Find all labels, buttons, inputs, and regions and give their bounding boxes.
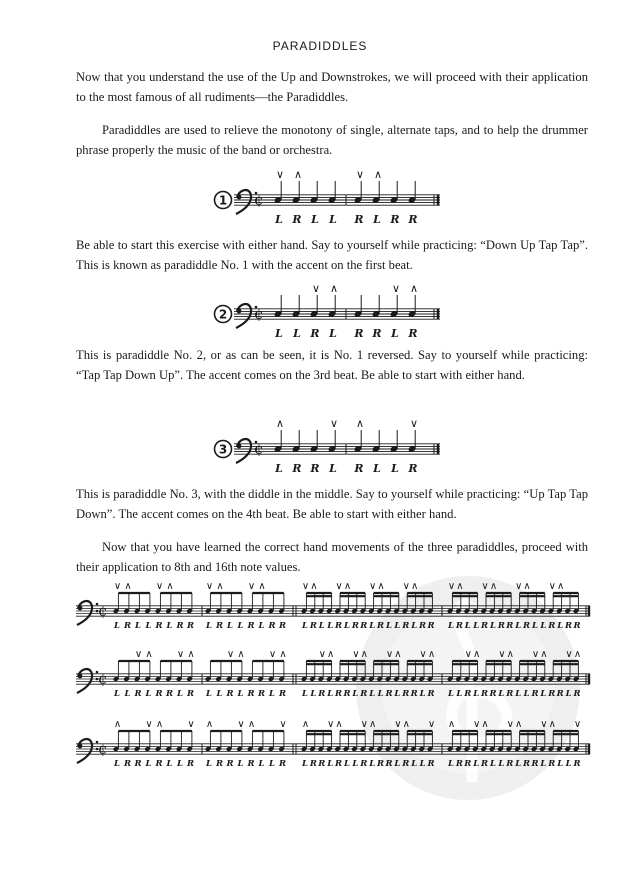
sticking-letter: R	[385, 689, 393, 699]
sticking-letter: R	[427, 621, 435, 631]
clef-dot	[78, 674, 83, 679]
clef-dot	[237, 444, 242, 449]
sticking-letter: R	[402, 759, 410, 769]
accent-mark: ∧	[557, 582, 565, 592]
sticking-letter: R	[318, 759, 326, 769]
sticking-letter: L	[177, 689, 183, 699]
sticking-letter: L	[269, 689, 275, 699]
sticking-letter: R	[310, 462, 320, 475]
sticking-letter: R	[402, 621, 410, 631]
sticking-letter: L	[311, 213, 319, 226]
sticking-letter: L	[302, 759, 308, 769]
sticking-letter: R	[292, 213, 302, 226]
sticking-letter: L	[411, 759, 418, 769]
sticking-letter: R	[176, 621, 184, 631]
sticking-letter: R	[548, 689, 556, 699]
accent-mark: ∧	[329, 284, 339, 295]
accent-mark: ∨	[369, 582, 377, 592]
sticking-letter: R	[427, 759, 435, 769]
sticking-letter: R	[573, 621, 581, 631]
sticking-letter: R	[360, 621, 368, 631]
accent-mark: ∨	[419, 649, 427, 660]
sticking-letter: L	[394, 759, 401, 769]
sticking-letter: R	[481, 689, 489, 699]
accent-mark: ∧	[489, 582, 498, 592]
sticking-letter: R	[385, 759, 393, 769]
clef-curve	[77, 669, 92, 693]
sticking-letter: R	[573, 759, 581, 769]
sticking-letter: R	[134, 759, 142, 769]
sticking-letter: L	[386, 621, 392, 631]
exercise-3-staff	[212, 419, 452, 475]
cut-time-sign: ¢	[254, 305, 264, 323]
sticking-letter: R	[354, 213, 364, 226]
accent-mark: ∧	[216, 582, 224, 592]
sticking-letter: L	[473, 759, 480, 769]
accent-mark: ∧	[409, 284, 419, 295]
accent-mark: ∧	[275, 419, 285, 430]
accent-mark: ∧	[335, 719, 343, 730]
accent-mark: ∨	[402, 582, 410, 592]
accent-mark: ∧	[447, 719, 456, 730]
sticking-letter: L	[515, 621, 522, 631]
sticking-letter: L	[540, 759, 547, 769]
sticking-letter: L	[419, 759, 426, 769]
accent-mark: ∧	[360, 649, 368, 660]
sticking-letter: R	[309, 759, 317, 769]
sticking-letter: L	[206, 759, 212, 769]
sticking-letter: L	[532, 621, 538, 631]
sticking-letter: L	[114, 621, 120, 631]
sticking-letter: L	[145, 759, 152, 769]
sticking-letter: L	[490, 759, 496, 769]
sticking-letter: R	[506, 759, 514, 769]
sticking-letter: L	[557, 621, 564, 631]
accent-mark: ∨	[329, 419, 339, 430]
sticking-letter: L	[237, 621, 244, 631]
sticking-letter: L	[419, 689, 426, 699]
sticking-letter: L	[394, 689, 401, 699]
cut-time-sign: ¢	[254, 191, 264, 209]
accent-mark: ∧	[373, 170, 383, 181]
clef-curve	[236, 304, 251, 328]
sticking-letter: R	[410, 689, 418, 699]
accent-mark: ∨	[427, 719, 436, 730]
accent-mark: ∨	[226, 649, 235, 660]
exercise-3-description: This is paradiddle No. 3, with the diddle in the middle. Say to yourself while practicing: “Up Tap Tap Down”. The accent comes on the 4th beat. Be able to start with either hand.	[76, 487, 588, 521]
sticking-letter: L	[490, 621, 496, 631]
accent-mark: ∨	[247, 582, 256, 592]
accent-mark: ∧	[145, 649, 153, 660]
accent-mark: ∨	[311, 284, 321, 295]
accent-mark: ∧	[515, 719, 523, 730]
sticking-letter: L	[540, 689, 547, 699]
accent-mark: ∨	[498, 649, 506, 660]
sticking-letter: R	[573, 689, 581, 699]
bass-clef	[77, 669, 98, 693]
sticking-letter: R	[292, 462, 302, 475]
sticking-letter: R	[268, 621, 276, 631]
sticking-letter: L	[124, 689, 131, 699]
page-title: PARADIDDLES	[272, 39, 368, 53]
sticking-letter: R	[278, 759, 287, 769]
accent-mark: ∧	[237, 649, 245, 660]
clef-dot	[78, 744, 83, 749]
accent-mark: ∨	[318, 649, 326, 660]
sticking-letter: L	[515, 759, 522, 769]
sticking-letter: L	[344, 621, 350, 631]
sticking-letter: L	[391, 462, 399, 475]
exercise-2-staff	[212, 284, 452, 340]
sticking-letter: L	[377, 689, 384, 699]
sticking-letter: L	[269, 759, 275, 769]
accent-mark: ∧	[369, 719, 377, 730]
sticking-letter: L	[135, 621, 141, 631]
sticking-letter: L	[227, 621, 233, 631]
clef-dot	[237, 195, 242, 200]
sticking-letter: L	[464, 621, 471, 631]
clef-curve	[77, 739, 92, 763]
sticking-letter: L	[258, 759, 265, 769]
accent-mark: ∧	[293, 170, 303, 181]
sticking-letter: R	[215, 759, 224, 769]
accent-mark: ∨	[134, 649, 143, 660]
accent-mark: ∧	[327, 649, 335, 660]
sticking-letter: L	[557, 759, 564, 769]
sticking-letter: L	[114, 689, 120, 699]
sticking-letter: R	[402, 689, 410, 699]
sticking-letter: R	[408, 462, 418, 475]
accent-mark: ∨	[176, 649, 185, 660]
sticking-letter: L	[177, 759, 183, 769]
sticking-letter: R	[278, 621, 287, 631]
accent-mark: ∧	[573, 649, 582, 660]
sticking-letter: L	[473, 689, 480, 699]
sticking-letter: R	[506, 621, 514, 631]
sticking-letter: L	[540, 621, 547, 631]
sticking-letter: R	[489, 689, 497, 699]
exercise-number: 3	[218, 442, 228, 457]
sticking-letter: L	[114, 759, 120, 769]
sticking-letter: L	[327, 759, 334, 769]
sticking-letter: L	[166, 621, 173, 631]
accent-mark: ∧	[310, 582, 318, 592]
sticking-letter: R	[343, 689, 351, 699]
sticking-letter: R	[186, 689, 195, 699]
accent-mark: ∧	[301, 719, 310, 730]
sticking-letter: R	[354, 327, 364, 340]
accent-mark: ∨	[355, 170, 365, 181]
sticking-letter: R	[335, 689, 343, 699]
sticking-letter: R	[464, 689, 472, 699]
accent-mark: ∧	[343, 582, 352, 592]
sticking-letter: R	[155, 759, 163, 769]
sticking-letter: R	[134, 689, 142, 699]
cut-time-sign: ¢	[254, 440, 264, 458]
sticking-letter: R	[247, 689, 255, 699]
sticking-letter: L	[206, 689, 212, 699]
accent-mark: ∨	[301, 582, 310, 592]
sticking-letter: L	[515, 689, 522, 699]
accent-mark: ∨	[268, 649, 277, 660]
sticking-letter: L	[166, 759, 173, 769]
sticking-letter: L	[411, 621, 418, 631]
accent-mark: ∧	[279, 649, 287, 660]
accent-mark: ∧	[523, 582, 531, 592]
sticking-letter: L	[394, 621, 401, 631]
accent-mark: ∨	[515, 582, 523, 592]
sticking-letter: L	[329, 213, 337, 226]
sticking-letter: L	[302, 621, 308, 631]
purpose-paragraph: Paradiddles are used to relieve the monotony of single, alternate taps, and to help the drummer phrase properly the music of the band or orchestra.	[76, 123, 588, 157]
sticking-letter: L	[258, 621, 265, 631]
sticking-letter: R	[155, 621, 163, 631]
clef-curve	[236, 439, 251, 463]
accent-mark: ∧	[124, 582, 132, 592]
accent-mark: ∨	[391, 284, 401, 295]
accent-mark: ∨	[352, 649, 360, 660]
exercise-number: 2	[218, 307, 228, 322]
sticking-letter: R	[318, 689, 326, 699]
sticking-letter: L	[329, 327, 337, 340]
accent-mark: ∨	[565, 649, 573, 660]
sticking-letter: R	[464, 759, 472, 769]
sticking-letter: L	[523, 689, 530, 699]
accent-mark: ∧	[166, 582, 174, 592]
sticking-letter: L	[369, 759, 376, 769]
bass-clef	[77, 739, 98, 763]
sticking-letter: L	[473, 621, 480, 631]
sticking-letter: L	[369, 621, 376, 631]
sticking-letter: R	[372, 327, 382, 340]
accent-mark: ∨	[187, 719, 195, 730]
sticking-letter: R	[186, 621, 195, 631]
accent-mark: ∨	[409, 419, 419, 430]
intro-paragraph: Now that you understand the use of the Up and Downstrokes, we will proceed with their application to the most famous of all rudiments—the Paradiddles.	[76, 70, 588, 104]
accent-mark: ∧	[411, 582, 419, 592]
sticking-letter: R	[186, 759, 195, 769]
sticking-letter: R	[419, 621, 427, 631]
sticking-letter: R	[215, 621, 224, 631]
sticking-letter: L	[498, 689, 505, 699]
sticking-letter: L	[448, 621, 454, 631]
sticking-letter: L	[498, 759, 505, 769]
sticking-letter: R	[377, 759, 385, 769]
clef-dot	[237, 309, 242, 314]
accent-mark: ∧	[427, 649, 436, 660]
accent-mark: ∧	[247, 719, 256, 730]
sticking-letter: R	[377, 621, 385, 631]
sticking-letter: L	[373, 462, 381, 475]
accent-mark: ∧	[506, 649, 514, 660]
sticking-letter: R	[506, 689, 514, 699]
sticking-letter: R	[531, 689, 539, 699]
accent-mark: ∨	[548, 582, 556, 592]
sticking-letter: L	[275, 213, 283, 226]
sticking-letter: R	[226, 689, 234, 699]
sticking-letter: R	[351, 621, 359, 631]
sticking-letter: L	[237, 689, 244, 699]
accent-mark: ∨	[279, 719, 287, 730]
sticking-letter: R	[335, 621, 343, 631]
sticking-letter: L	[448, 759, 454, 769]
accent-mark: ∧	[355, 419, 365, 430]
sticking-letter: R	[247, 621, 255, 631]
sticking-letter: L	[329, 462, 337, 475]
sticking-letter: L	[216, 689, 223, 699]
sticking-letter: R	[390, 213, 400, 226]
sticking-letter: R	[123, 759, 132, 769]
sticking-letter: R	[455, 621, 463, 631]
sticking-letter: R	[165, 689, 174, 699]
sticking-letter: L	[456, 689, 463, 699]
accent-mark: ∨	[573, 719, 582, 730]
sticking-letter: R	[481, 621, 489, 631]
sticking-letter: R	[523, 621, 531, 631]
accent-mark: ∨	[447, 582, 456, 592]
exercise-1-staff	[212, 170, 452, 226]
clef-curve	[236, 190, 251, 214]
accent-mark: ∧	[540, 649, 548, 660]
sticking-letter: R	[155, 689, 163, 699]
exercise-number: 1	[218, 193, 228, 208]
sticking-letter: L	[369, 689, 376, 699]
sticking-letter: L	[206, 621, 212, 631]
sticking-letter: R	[278, 689, 287, 699]
accent-mark: ∧	[481, 719, 489, 730]
sticking-letter: R	[360, 759, 368, 769]
accent-mark: ∧	[258, 582, 266, 592]
accent-mark: ∨	[335, 582, 343, 592]
sticking-letter: L	[373, 213, 381, 226]
accent-mark: ∧	[402, 719, 410, 730]
accent-mark: ∨	[205, 582, 214, 592]
accent-mark: ∨	[481, 582, 489, 592]
accent-mark: ∨	[155, 582, 164, 592]
accent-mark: ∧	[187, 649, 195, 660]
sticking-letter: R	[408, 213, 418, 226]
accent-mark: ∧	[456, 582, 464, 592]
accent-mark: ∨	[360, 719, 368, 730]
sticking-letter: R	[408, 327, 418, 340]
accent-mark: ∨	[464, 649, 472, 660]
cut-time-sign: ¢	[98, 670, 108, 688]
accent-mark: ∨	[275, 170, 285, 181]
sticking-letter: L	[352, 689, 359, 699]
exercise-2-description: This is paradiddle No. 2, or as can be seen, it is No. 1 reversed. Say to yourself while practicing: “Tap Tap Down Up”. The accent comes on the 3rd beat. Be able to start with either hand.	[76, 348, 588, 382]
sticking-letter: R	[481, 759, 489, 769]
accent-mark: ∨	[113, 582, 122, 592]
accent-mark: ∧	[473, 649, 481, 660]
sticking-letter: L	[145, 621, 152, 631]
accent-mark: ∧	[155, 719, 164, 730]
sticking-letter: R	[497, 621, 505, 631]
sticking-letter: L	[237, 759, 244, 769]
sticking-letter: R	[257, 689, 266, 699]
accent-mark: ∨	[237, 719, 245, 730]
accent-mark: ∨	[506, 719, 514, 730]
sticking-letter: R	[309, 621, 317, 631]
accent-mark: ∨	[531, 649, 540, 660]
clef-dot	[78, 606, 83, 611]
sticking-letter: L	[275, 462, 283, 475]
accent-mark: ∧	[377, 582, 385, 592]
accent-mark: ∨	[540, 719, 548, 730]
sticking-letter: L	[302, 689, 308, 699]
sticking-letter: L	[327, 621, 334, 631]
accent-mark: ∨	[327, 719, 335, 730]
sticking-letter: R	[531, 759, 539, 769]
cut-time-sign: ¢	[98, 602, 108, 620]
sticking-letter: R	[523, 759, 531, 769]
sticking-letter: R	[354, 462, 364, 475]
sticking-letter: L	[352, 759, 359, 769]
sticking-letter: R	[565, 621, 573, 631]
exercise-1-description: Be able to start this exercise with either hand. Say to yourself while practicing: “Down Up Tap Tap”. This is known as paradiddle No. 1 with the accent on the first beat.	[76, 238, 588, 272]
accent-mark: ∨	[145, 719, 153, 730]
note-value-rows	[0, 582, 640, 802]
accent-mark: ∨	[473, 719, 481, 730]
sticking-letter: R	[247, 759, 255, 769]
accent-mark: ∧	[205, 719, 214, 730]
accent-mark: ∧	[113, 719, 122, 730]
sticking-letter: L	[565, 759, 572, 769]
sticking-letter: R	[548, 621, 556, 631]
sticking-letter: L	[293, 327, 301, 340]
sticking-letter: R	[427, 689, 435, 699]
cut-time-sign: ¢	[98, 740, 108, 758]
sticking-letter: L	[344, 759, 350, 769]
sticking-letter: L	[318, 621, 325, 631]
sticking-letter: R	[556, 689, 564, 699]
clef-curve	[77, 601, 92, 625]
accent-mark: ∨	[394, 719, 402, 730]
bass-clef	[77, 601, 98, 625]
accent-mark: ∨	[385, 649, 394, 660]
sticking-letter: R	[226, 759, 234, 769]
sticking-letter: R	[455, 759, 463, 769]
sticking-letter: L	[391, 327, 399, 340]
sticking-letter: R	[548, 759, 556, 769]
accent-mark: ∧	[394, 649, 402, 660]
sticking-letter: L	[565, 689, 572, 699]
accent-mark: ∧	[548, 719, 556, 730]
sticking-letter: L	[275, 327, 283, 340]
sticking-letter: L	[327, 689, 334, 699]
sticking-letter: L	[145, 689, 152, 699]
sticking-letter: L	[448, 689, 454, 699]
sticking-letter: R	[310, 327, 320, 340]
sticking-letter: R	[123, 621, 132, 631]
sticking-letter: R	[335, 759, 343, 769]
application-paragraph: Now that you have learned the correct hand movements of the three paradiddles, proceed with their application to 8th and 16th note values.	[76, 540, 588, 574]
sticking-letter: R	[360, 689, 368, 699]
sticking-letter: L	[310, 689, 317, 699]
